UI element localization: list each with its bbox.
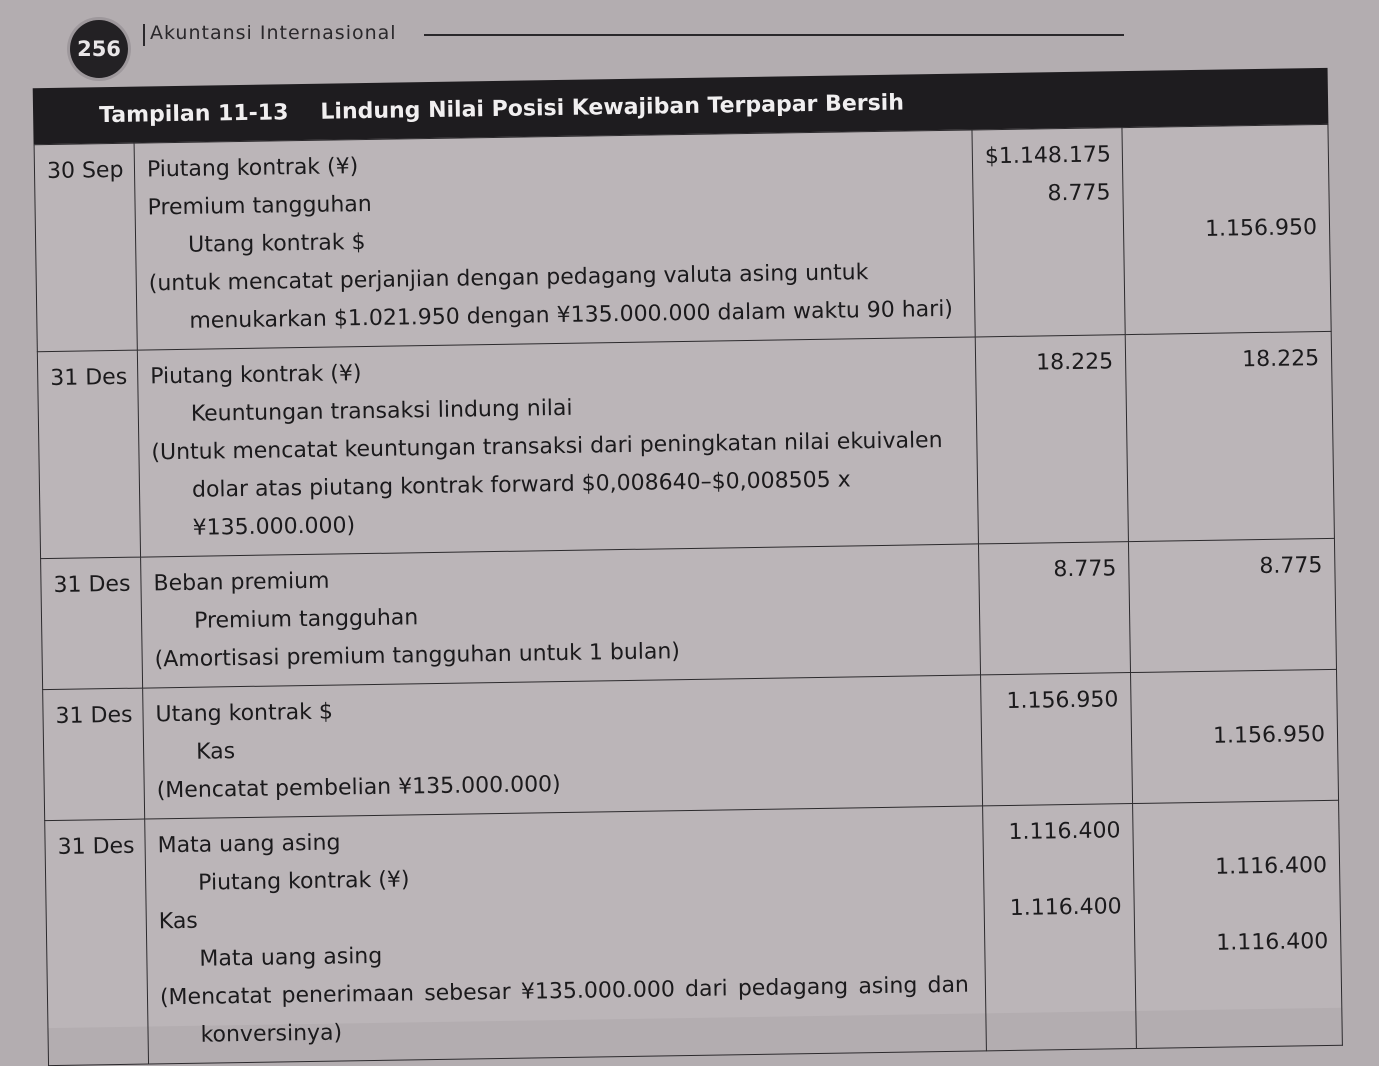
debit-account: Mata uang asing <box>157 830 341 859</box>
page-header <box>62 14 1062 70</box>
credit-amount: 1.116.400 <box>1214 852 1328 880</box>
entry-note: (untuk mencatat perjanjian dengan pedagang valuta asing untuk <box>148 260 869 297</box>
page-number-badge: 256 <box>70 20 128 78</box>
debit-account: Beban premium <box>153 568 330 597</box>
credit-account: Premium tangguhan <box>193 605 419 634</box>
debit-account: Piutang kontrak (¥) <box>150 361 362 390</box>
entry-note: (Mencatat penerimaan sebesar ¥135.000.000 dari pedagang asing dan <box>159 972 970 1011</box>
entry-date: 31 Des <box>43 688 145 821</box>
entry-note: konversinya) <box>200 1020 343 1048</box>
journal-table <box>34 124 1343 1066</box>
debit-account: Kas <box>158 908 198 935</box>
debit-amount: 1.156.950 <box>1006 687 1119 715</box>
entry-description <box>145 806 987 1064</box>
credit-column <box>1128 538 1336 672</box>
entry-date: 31 Des <box>41 557 143 690</box>
entry-note: dolar atas piutang kontrak forward $0,008640–$0,008505 x <box>191 467 851 503</box>
credit-amount: 18.225 <box>1241 346 1320 373</box>
journal-entry-row <box>37 331 1334 558</box>
book-title: Akuntansi Internasional <box>150 22 397 44</box>
debit-amount: 1.116.400 <box>1009 894 1122 921</box>
journal-entry-row <box>43 669 1339 820</box>
journal-entry-row <box>41 538 1337 689</box>
credit-account: Piutang kontrak (¥) <box>198 867 410 896</box>
credit-column <box>1122 124 1331 334</box>
journal-entry-row <box>45 800 1343 1065</box>
entry-description <box>137 337 978 557</box>
exhibit-number: Tampilan 11-13 <box>98 99 289 128</box>
debit-amount: 18.225 <box>1035 349 1114 376</box>
debit-column <box>972 128 1125 337</box>
debit-account: Piutang kontrak (¥) <box>146 154 359 183</box>
debit-column <box>978 542 1130 675</box>
debit-amount: 8.775 <box>1053 556 1117 583</box>
debit-amount: 8.775 <box>1047 180 1111 207</box>
entry-date: 31 Des <box>37 350 140 559</box>
entry-description <box>141 544 981 688</box>
exhibit-title: Lindung Nilai Posisi Kewajiban Terpapar Bersih <box>320 90 905 125</box>
debit-column <box>983 804 1137 1051</box>
debit-column <box>981 673 1133 806</box>
exhibit-box <box>33 68 1343 1048</box>
entry-date: 30 Sep <box>34 143 137 352</box>
entry-note: ¥135.000.000) <box>192 513 356 541</box>
credit-account: Kas <box>195 739 236 765</box>
credit-account: Utang kontrak $ <box>187 230 366 258</box>
debit-column <box>975 335 1128 544</box>
entry-note: (Mencatat pembelian ¥135.000.000) <box>156 772 561 804</box>
debit-account: Premium tangguhan <box>147 191 372 221</box>
entry-description <box>143 675 983 819</box>
credit-amount: 8.775 <box>1259 553 1323 580</box>
entry-note: (Untuk mencatat keuntungan transaksi dari peningkatan nilai ekuivalen <box>151 427 943 466</box>
credit-amount: 1.116.400 <box>1216 928 1329 956</box>
credit-column <box>1125 331 1334 541</box>
credit-column <box>1133 800 1343 1048</box>
entry-description <box>134 130 975 350</box>
credit-amount: 1.156.950 <box>1204 215 1318 242</box>
entry-note: (Amortisasi premium tangguhan untuk 1 bulan) <box>154 639 681 673</box>
credit-amount: 1.156.950 <box>1212 722 1326 749</box>
credit-account: Mata uang asing <box>199 943 383 972</box>
debit-amount: 1.116.400 <box>1008 818 1121 845</box>
credit-account: Keuntungan transaksi lindung nilai <box>190 395 573 427</box>
entry-date: 31 Des <box>45 819 149 1066</box>
credit-column <box>1131 669 1339 803</box>
journal-entry-row <box>34 124 1331 351</box>
debit-account: Utang kontrak $ <box>155 699 334 728</box>
header-rule <box>424 34 1124 36</box>
entry-note: menukarkan $1.021.950 dengan ¥135.000.000 dalam waktu 90 hari) <box>189 296 954 334</box>
debit-amount: $1.148.175 <box>984 142 1112 170</box>
